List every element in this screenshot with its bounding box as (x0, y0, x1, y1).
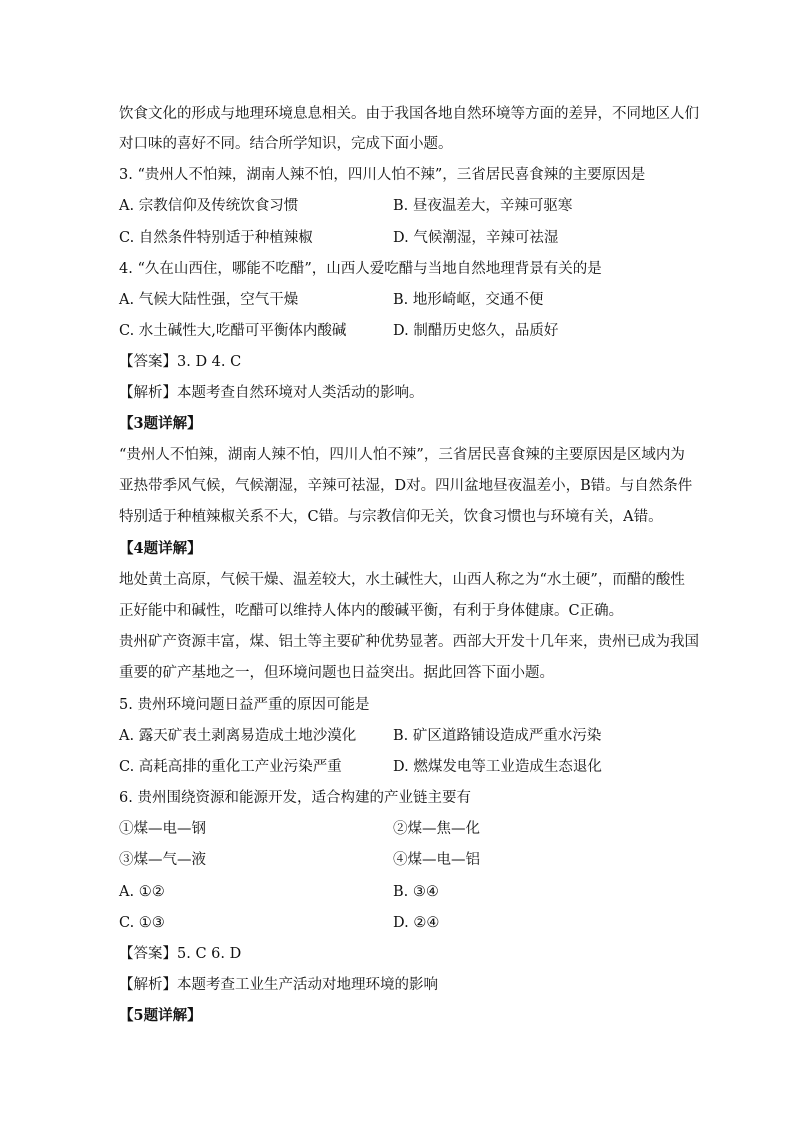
analysis-2: 【解析】本题考查工业生产活动对地理环境的影响 (119, 977, 438, 993)
q3-option-c: C. 自然条件特别适于种植辣椒 (119, 230, 313, 246)
q3-option-b: B. 昼夜温差大，辛辣可驱寒 (393, 198, 573, 214)
q6-item-1: ①煤—电—钢 (119, 821, 206, 837)
q4-stem: 4. “久在山西住，哪能不吃醋”，山西人爱吃醋与当地自然地理背景有关的是 (119, 261, 602, 277)
detail-4-line-2: 正好能中和碱性，吃醋可以维持人体内的酸碱平衡，有利于身体健康。C正确。 (119, 603, 624, 619)
intro-line-1: 饮食文化的形成与地理环境息息相关。由于我国各地自然环境等方面的差异，不同地区人们 (119, 106, 699, 122)
q6-option-d: D. ②④ (393, 915, 440, 931)
q6-stem: 6. 贵州围绕资源和能源开发，适合构建的产业链主要有 (119, 790, 471, 806)
q3-stem: 3. “贵州人不怕辣，湖南人辣不怕，四川人怕不辣”，三省居民喜食辣的主要原因是 (119, 167, 646, 183)
detail-4-title: 【4题详解】 (119, 540, 202, 557)
q4-option-b: B. 地形崎岖，交通不便 (393, 292, 544, 308)
detail-4-line-1: 地处黄土高原，气候干燥、温差较大，水土碱性大，山西人称之为“水土硬”，而醋的酸性 (119, 572, 685, 588)
intro2-line-2: 重要的矿产基地之一，但环境问题也日益突出。据此回答下面小题。 (119, 665, 554, 681)
detail-3-line-1: “贵州人不怕辣，湖南人辣不怕，四川人怕不辣”，三省居民喜食辣的主要原因是区域内为 (119, 447, 685, 463)
answer-2: 【答案】5. C 6. D (119, 946, 242, 962)
q3-option-d: D. 气候潮湿，辛辣可祛湿 (393, 230, 559, 246)
q5-option-a: A. 露天矿表土剥离易造成土地沙漠化 (119, 728, 357, 744)
q5-option-c: C. 高耗高排的重化工产业污染严重 (119, 759, 342, 775)
detail-3-line-3: 特别适于种植辣椒关系不大，C错。与宗教信仰无关，饮食习惯也与环境有关，A错。 (119, 509, 663, 525)
q5-stem: 5. 贵州环境问题日益严重的原因可能是 (119, 697, 370, 713)
q6-item-4: ④煤—电—铝 (393, 852, 480, 868)
intro-line-2: 对口味的喜好不同。结合所学知识，完成下面小题。 (119, 136, 453, 152)
q3-option-a: A. 宗教信仰及传统饮食习惯 (119, 198, 299, 214)
q6-option-b: B. ③④ (393, 884, 439, 900)
q5-option-b: B. 矿区道路铺设造成严重水污染 (393, 728, 602, 744)
q4-option-d: D. 制醋历史悠久，品质好 (393, 323, 559, 339)
q4-option-c: C. 水土碱性大,吃醋可平衡体内酸碱 (119, 323, 347, 339)
detail-3-title: 【3题详解】 (119, 415, 202, 432)
q6-item-3: ③煤—气—液 (119, 852, 206, 868)
intro2-line-1: 贵州矿产资源丰富，煤、铝土等主要矿种优势显著。西部大开发十几年来，贵州已成为我国 (119, 634, 699, 650)
q4-option-a: A. 气候大陆性强，空气干燥 (119, 292, 299, 308)
answer-1: 【答案】3. D 4. C (119, 354, 242, 370)
q6-option-a: A. ①② (119, 884, 165, 900)
analysis-1: 【解析】本题考查自然环境对人类活动的影响。 (119, 385, 424, 401)
detail-3-line-2: 亚热带季风气候，气候潮湿，辛辣可祛湿，D对。四川盆地昼夜温差小，B错。与自然条件 (119, 478, 693, 494)
q6-option-c: C. ①③ (119, 915, 165, 931)
q5-option-d: D. 燃煤发电等工业造成生态退化 (393, 759, 602, 775)
q6-item-2: ②煤—焦—化 (393, 821, 480, 837)
detail-5-title: 【5题详解】 (119, 1007, 202, 1024)
